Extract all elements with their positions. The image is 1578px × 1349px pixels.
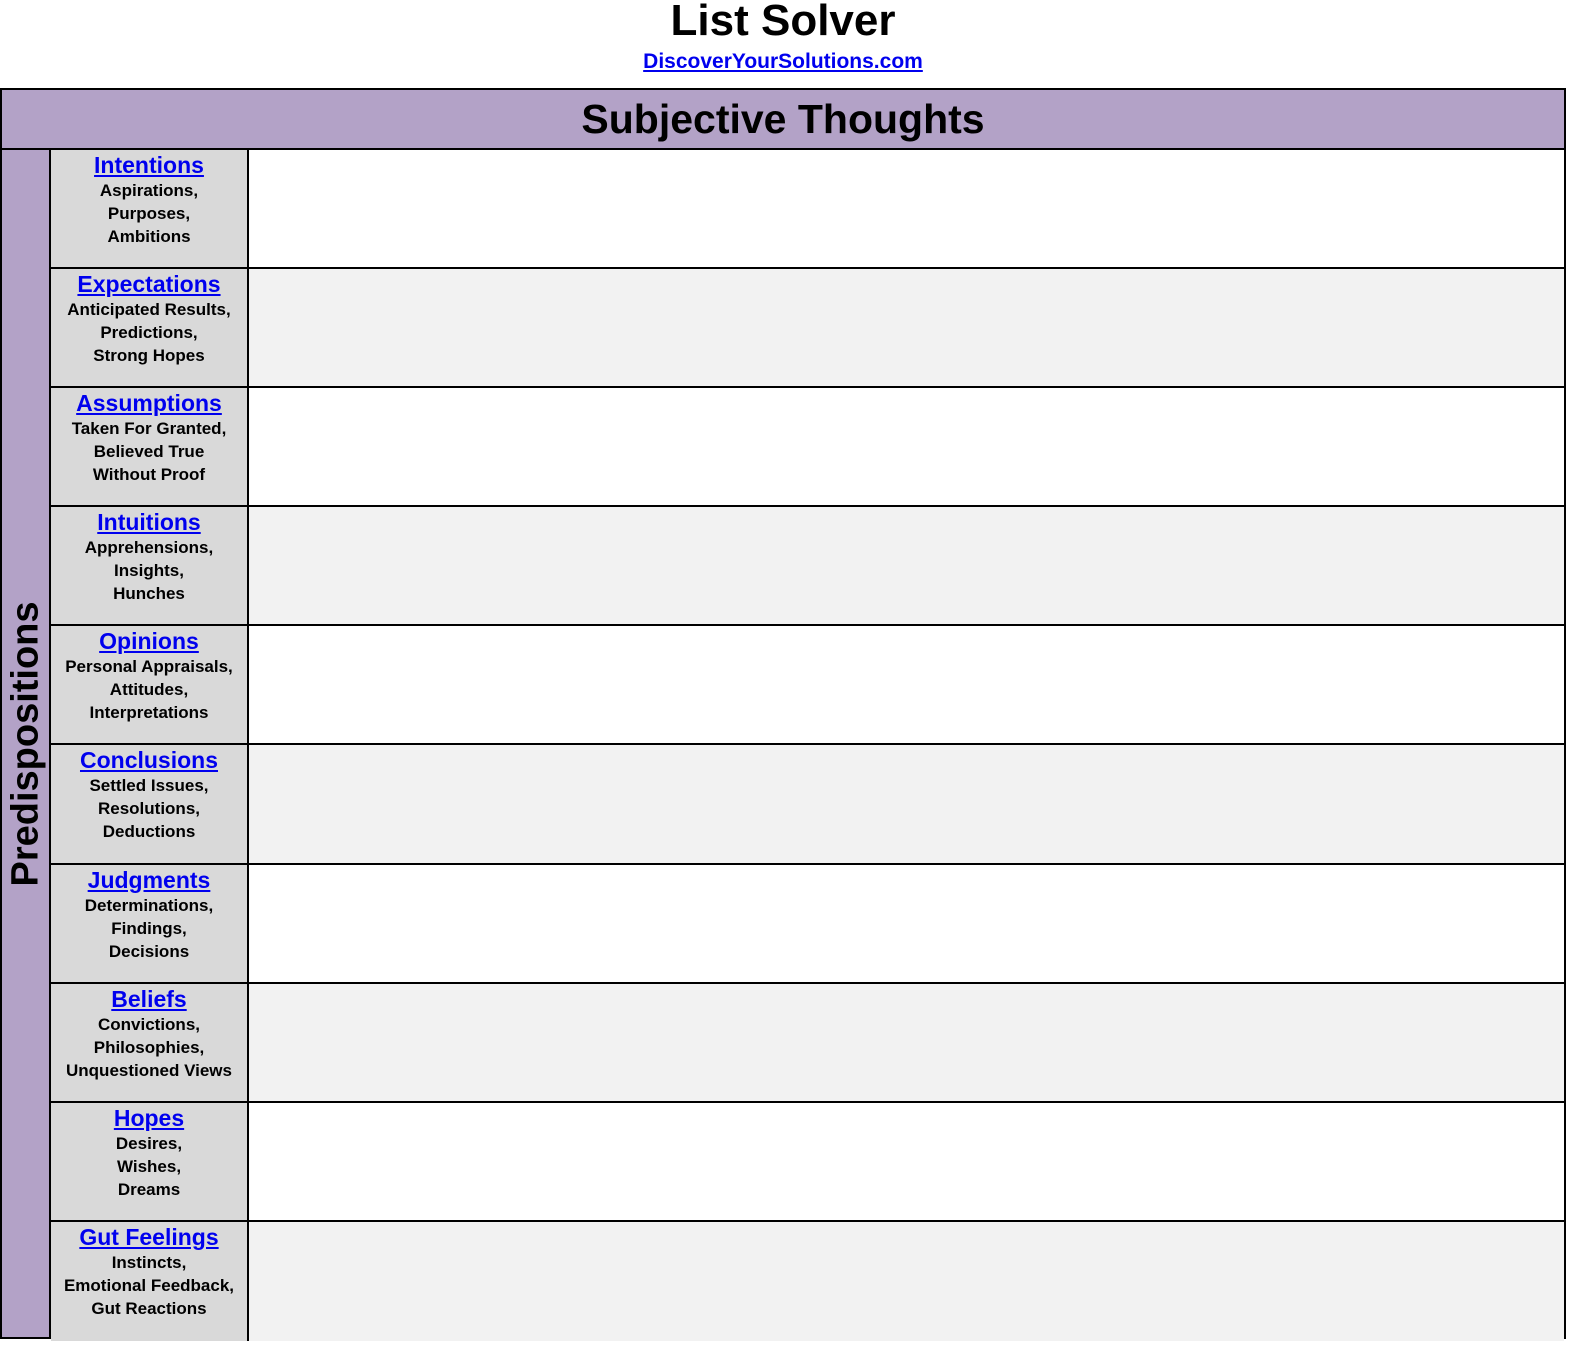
site-link-wrap	[0, 50, 1566, 74]
entry-cell[interactable]	[249, 507, 1564, 624]
category-description: Settled Issues,	[89, 776, 209, 796]
table-row	[51, 1222, 1564, 1341]
section-header: Subjective Thoughts	[2, 90, 1564, 150]
row-label	[51, 745, 249, 862]
worksheet	[0, 88, 1566, 1339]
row-label	[51, 388, 249, 505]
category-description: Dreams	[117, 1179, 181, 1199]
category-description: Wishes,	[116, 1156, 182, 1176]
category-description: Unquestioned Views	[66, 1060, 232, 1080]
category-description: Believed True	[93, 442, 205, 462]
rows	[51, 150, 1564, 1337]
category-link[interactable]: Intuitions	[97, 509, 201, 536]
table-row	[51, 388, 1564, 507]
category-description: Anticipated Results,	[67, 300, 231, 320]
side-label-text: Predispositions	[4, 600, 46, 887]
category-description: Personal Appraisals,	[65, 657, 233, 677]
category-link[interactable]: Judgments	[87, 866, 211, 893]
entry-cell[interactable]	[249, 269, 1564, 386]
category-description: Aspirations,	[99, 181, 199, 200]
category-link[interactable]: Expectations	[77, 271, 221, 298]
category-link[interactable]: Intentions	[94, 152, 204, 178]
row-label	[51, 984, 249, 1101]
category-description: Determinations,	[84, 895, 214, 915]
entry-cell[interactable]	[249, 865, 1564, 982]
site-link[interactable]: DiscoverYourSolutions.com	[643, 50, 923, 73]
category-description: Purposes,	[107, 204, 191, 223]
category-description: Apprehensions,	[84, 538, 214, 558]
category-description: Deductions	[102, 822, 196, 842]
category-description: Gut Reactions	[91, 1298, 207, 1318]
entry-cell[interactable]	[249, 745, 1564, 862]
category-description: Desires,	[115, 1133, 183, 1153]
table-row	[51, 626, 1564, 745]
row-label	[51, 507, 249, 624]
category-description: Insights,	[114, 561, 184, 581]
row-label	[51, 1222, 249, 1341]
page-title: List Solver	[670, 0, 896, 45]
category-link[interactable]: Hopes	[113, 1104, 185, 1131]
entry-cell[interactable]	[249, 1222, 1564, 1341]
entry-cell[interactable]	[249, 984, 1564, 1101]
table-row	[51, 507, 1564, 626]
entry-cell[interactable]	[249, 626, 1564, 743]
table-row	[51, 150, 1564, 269]
category-description: Interpretations	[89, 703, 209, 723]
entry-cell[interactable]	[249, 1103, 1564, 1220]
category-description: Predictions,	[100, 323, 198, 343]
category-description: Emotional Feedback,	[63, 1275, 235, 1295]
category-description: Without Proof	[92, 465, 206, 485]
entry-cell[interactable]	[249, 388, 1564, 505]
row-label	[51, 626, 249, 743]
category-description: Hunches	[113, 584, 185, 604]
category-link[interactable]: Beliefs	[111, 985, 187, 1012]
table-row	[51, 745, 1564, 864]
table-row	[51, 865, 1564, 984]
row-label	[51, 150, 249, 267]
category-description: Findings,	[111, 918, 187, 938]
category-description: Philosophies,	[93, 1037, 205, 1057]
category-link[interactable]: Gut Feelings	[79, 1223, 219, 1250]
row-label	[51, 269, 249, 386]
category-description: Attitudes,	[109, 680, 189, 700]
table-row	[51, 1103, 1564, 1222]
category-description: Resolutions,	[97, 799, 200, 819]
table-row	[51, 984, 1564, 1103]
category-link[interactable]: Opinions	[99, 628, 199, 655]
category-description: Taken For Granted,	[71, 419, 227, 439]
category-link[interactable]: Conclusions	[79, 747, 218, 774]
table-row	[51, 269, 1564, 388]
category-description: Strong Hopes	[93, 346, 205, 366]
entry-cell[interactable]	[249, 150, 1564, 267]
row-label	[51, 865, 249, 982]
category-description: Instincts,	[111, 1252, 187, 1272]
category-description: Convictions,	[97, 1014, 200, 1034]
side-label	[2, 150, 51, 1337]
row-label	[51, 1103, 249, 1220]
category-description: Decisions	[108, 941, 190, 961]
category-description: Ambitions	[107, 227, 191, 246]
category-link[interactable]: Assumptions	[76, 390, 222, 417]
